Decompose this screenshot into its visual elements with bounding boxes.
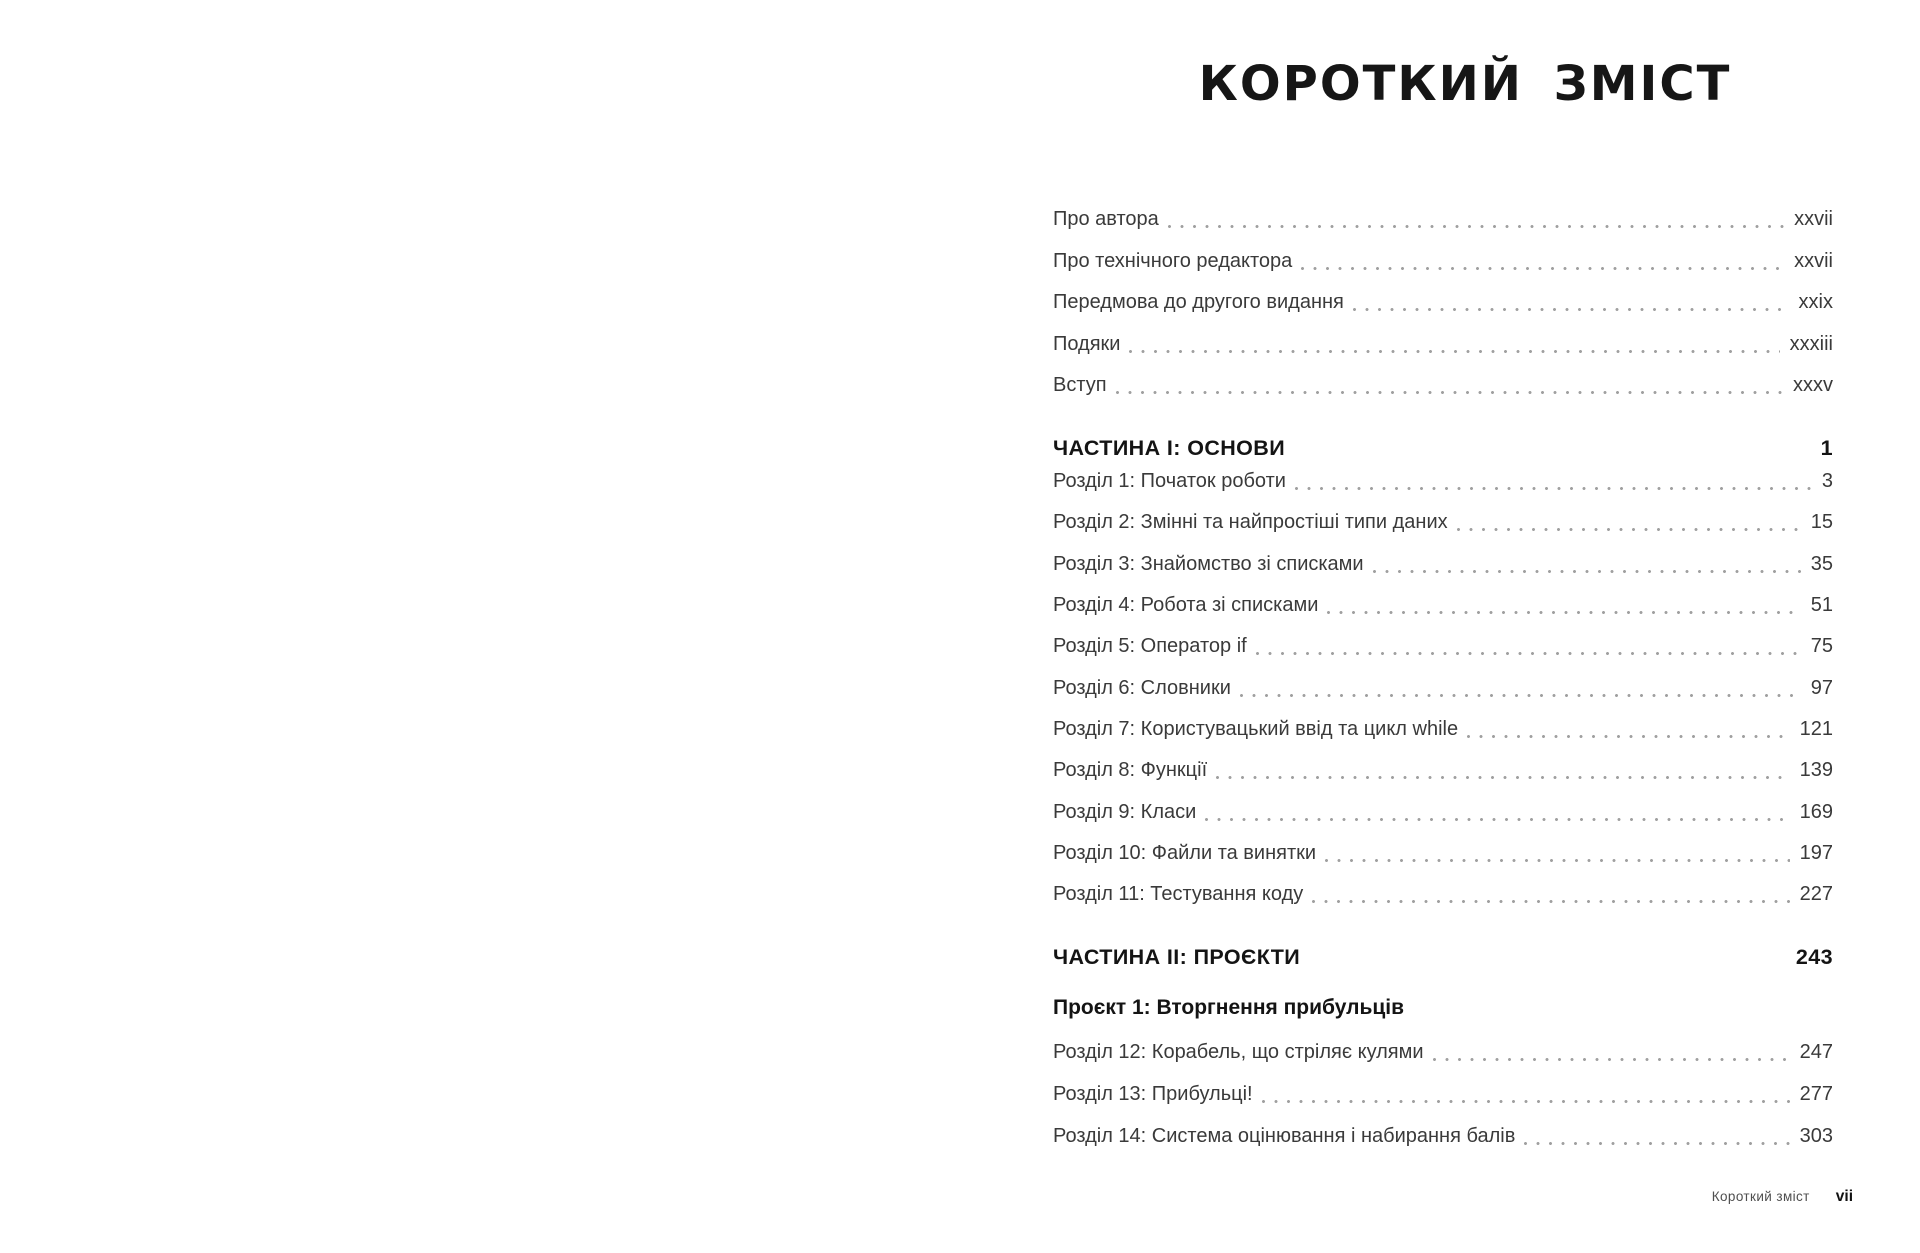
toc-entry-label: Розділ 12: Корабель, що стріляє кулями (1053, 1040, 1424, 1063)
dot-leader (1312, 900, 1789, 903)
part-heading: ЧАСТИНА І: ОСНОВИ (1053, 435, 1286, 460)
toc-entry (1053, 626, 1833, 667)
toc-entry-page: 169 (1799, 800, 1833, 823)
toc-entry-page: 277 (1799, 1082, 1833, 1105)
toc-entry (1053, 241, 1833, 283)
toc-entry-label: Розділ 9: Класи (1053, 800, 1197, 823)
toc-entry (1053, 1073, 1833, 1115)
toc-entry (1053, 585, 1833, 626)
dot-leader (1116, 391, 1783, 394)
toc-entry (1053, 461, 1833, 502)
part1-chapters-section (1053, 461, 1833, 915)
toc-entry-page: 227 (1799, 883, 1833, 906)
toc-entry-label: Розділ 5: Оператор if (1053, 635, 1247, 658)
toc-entry-label: Розділ 14: Система оцінювання і набирання балів (1053, 1124, 1516, 1147)
part2-heading-section (1053, 939, 1833, 975)
toc-entry-page: 247 (1799, 1040, 1833, 1063)
toc-entry-page: 15 (1810, 511, 1833, 534)
toc-entry (1053, 833, 1833, 874)
toc-entry (1053, 874, 1833, 915)
dot-leader (1205, 818, 1789, 821)
toc-entry-page: 97 (1810, 676, 1833, 699)
toc-entry-page: xxxiii (1789, 332, 1833, 355)
toc-entry-page: xxvii (1794, 208, 1833, 231)
toc-entry (1053, 282, 1833, 324)
toc-entry-page: 3 (1821, 470, 1833, 493)
toc-entry-label: Вступ (1053, 374, 1107, 397)
toc-entry (1053, 791, 1833, 832)
dot-leader (1325, 859, 1790, 862)
toc-entry-label: Про автора (1053, 208, 1159, 231)
toc-entry-label: Розділ 8: Функції (1053, 759, 1208, 782)
page-title: КОРОТКИЙ ЗМІСТ (1198, 56, 1732, 112)
toc-entry-page: 139 (1799, 759, 1833, 782)
dot-leader (1295, 487, 1812, 490)
front-matter-section (1053, 199, 1833, 407)
project-heading-row (1053, 990, 1833, 1026)
toc-entry (1053, 544, 1833, 585)
dot-leader (1524, 1142, 1789, 1145)
part2-chapters-section (1053, 1031, 1833, 1157)
toc-entry-page: xxix (1798, 291, 1833, 314)
dot-leader (1129, 350, 1779, 353)
toc-entry-label: Розділ 10: Файли та винятки (1053, 841, 1317, 864)
toc-entry (1053, 667, 1833, 708)
toc-entry (1053, 324, 1833, 366)
part-page: 243 (1795, 944, 1833, 969)
toc-entry-label: Розділ 7: Користувацький ввід та цикл while (1053, 717, 1459, 740)
toc-entry (1053, 1031, 1833, 1073)
toc-entry-page: 75 (1810, 635, 1833, 658)
toc-entry (1053, 709, 1833, 750)
project-heading-section (1053, 990, 1833, 1026)
dot-leader (1168, 225, 1784, 228)
dot-leader (1216, 776, 1790, 779)
toc-entry-label: Розділ 3: Знайомство зі списками (1053, 552, 1364, 575)
dot-leader (1353, 308, 1789, 311)
dot-leader (1240, 694, 1801, 697)
page-footer (1053, 1188, 1853, 1206)
part-page: 1 (1820, 435, 1833, 460)
toc-entry-label: Розділ 6: Словники (1053, 676, 1231, 699)
project-heading: Проєкт 1: Вторгнення прибульців (1053, 996, 1405, 1019)
toc-entry-page: xxxv (1793, 374, 1833, 397)
dot-leader (1262, 1100, 1790, 1103)
toc-entry-label: Розділ 11: Тестування коду (1053, 883, 1304, 906)
toc-entry-label: Розділ 13: Прибульці! (1053, 1082, 1253, 1105)
part-heading: ЧАСТИНА ІІ: ПРОЄКТИ (1053, 944, 1301, 969)
toc-entry-label: Розділ 1: Початок роботи (1053, 470, 1286, 493)
toc-entry (1053, 365, 1833, 407)
toc-entry-label: Розділ 4: Робота зі списками (1053, 594, 1319, 617)
dot-leader (1457, 528, 1801, 531)
toc-entry (1053, 750, 1833, 791)
part-heading-row (1053, 939, 1833, 975)
toc-entry-page: 197 (1799, 841, 1833, 864)
dot-leader (1467, 735, 1790, 738)
toc-entry-label: Розділ 2: Змінні та найпростіші типи даних (1053, 511, 1448, 534)
toc-entry-page: 303 (1799, 1124, 1833, 1147)
running-footer-title: Короткий зміст (1711, 1189, 1810, 1204)
toc-entry (1053, 502, 1833, 543)
dot-leader (1433, 1058, 1790, 1061)
folio-page-number: vii (1835, 1188, 1853, 1205)
dot-leader (1327, 611, 1800, 614)
toc-entry (1053, 1115, 1833, 1157)
toc-entry-page: 35 (1810, 552, 1833, 575)
toc-entry-label: Передмова до другого видання (1053, 291, 1344, 314)
toc-entry-page: 51 (1810, 594, 1833, 617)
dot-leader (1256, 652, 1801, 655)
toc-entry (1053, 199, 1833, 241)
dot-leader (1301, 267, 1784, 270)
toc-entry-label: Про технічного редактора (1053, 249, 1293, 272)
toc-entry-page: xxvii (1794, 249, 1833, 272)
toc-entry-label: Подяки (1053, 332, 1121, 355)
toc-entry-page: 121 (1799, 717, 1833, 740)
dot-leader (1373, 570, 1801, 573)
